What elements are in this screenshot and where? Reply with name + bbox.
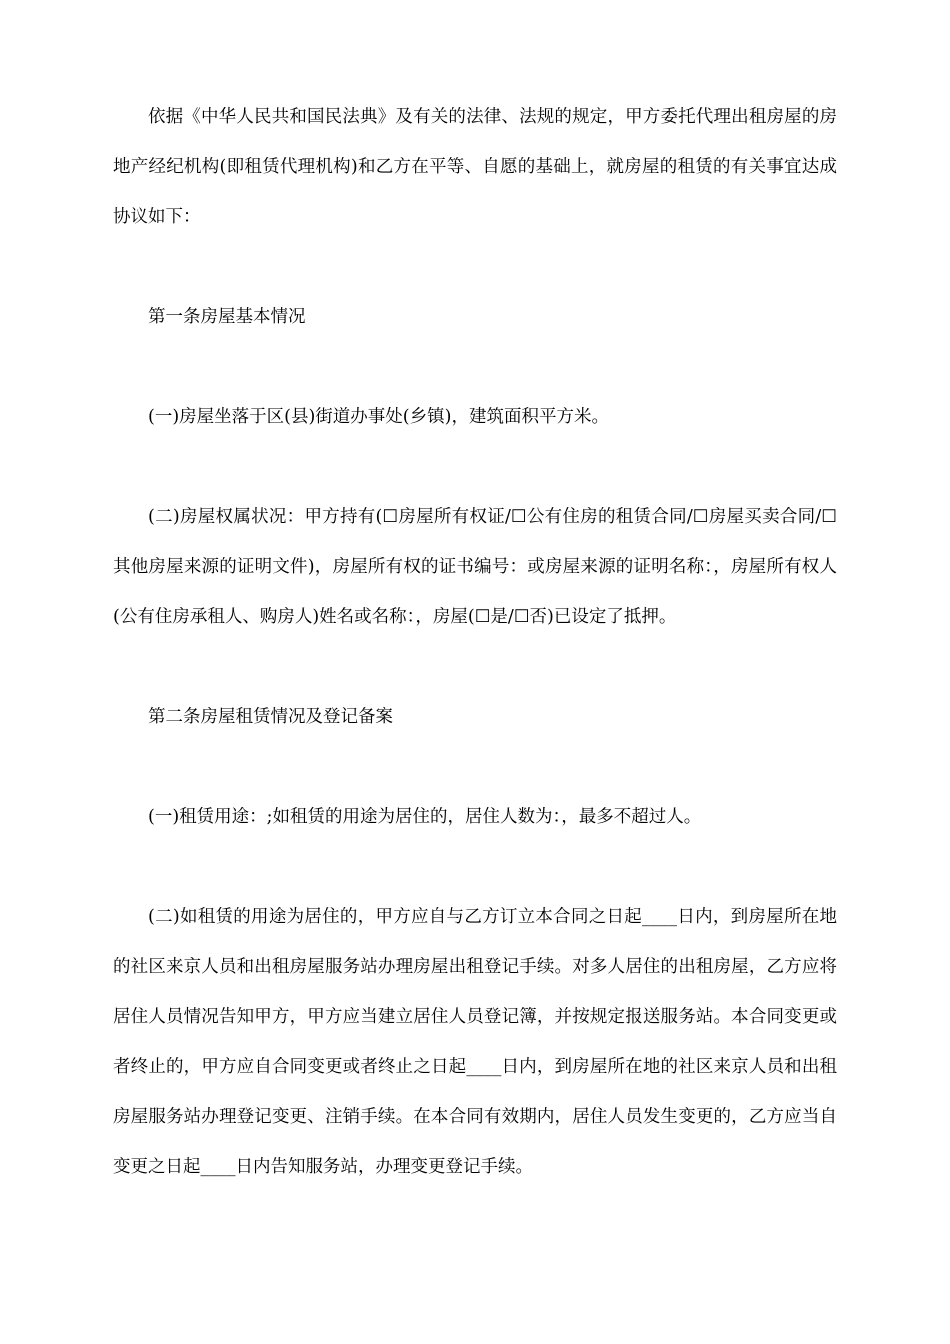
spacer [113, 742, 837, 792]
document-body [113, 92, 837, 1192]
intro-paragraph: 依据《中华人民共和国民法典》及有关的法律、法规的规定，甲方委托代理出租房屋的房地产经纪机构(即租赁代理机构)和乙方在平等、自愿的基础上，就房屋的租赁的有关事宜达成协议如下： [113, 107, 837, 227]
article-2-heading: 第二条房屋租赁情况及登记备案 [148, 707, 393, 727]
spacer [113, 842, 837, 892]
article-1-clause-2: (二)房屋权属状况：甲方持有(☐房屋所有权证/☐公有住房的租赁合同/☐房屋买卖合同/☐其他房屋来源的证明文件)，房屋所有权的证书编号：或房屋来源的证明名称：，房屋所有权人(公有住房承租人、购房人)姓名或名称：，房屋(☐是/☐否)已设定了抵押。 [113, 507, 837, 627]
article-2-clause-1: (一)租赁用途：;如租赁的用途为居住的，居住人数为：，最多不超过人。 [148, 807, 702, 827]
article-1-heading: 第一条房屋基本情况 [148, 307, 306, 327]
spacer [113, 642, 837, 692]
spacer [113, 442, 837, 492]
article-2-clause-2: (二)如租赁的用途为居住的，甲方应自与乙方订立本合同之日起____日内，到房屋所在地的社区来京人员和出租房屋服务站办理房屋出租登记手续。对多人居住的出租房屋，乙方应将居住人员情况告知甲方，甲方应当建立居住人员登记簿，并按规定报送服务站。本合同变更或者终止的，甲方应自合同变更或者终止之日起____日内，到房屋所在地的社区来京人员和出租房屋服务站办理登记变更、注销手续。在本合同有效期内，居住人员发生变更的，乙方应当自变更之日起____日内告知服务站，办理变更登记手续。 [113, 907, 837, 1177]
spacer [113, 242, 837, 292]
spacer [113, 342, 837, 392]
article-1-clause-1: (一)房屋坐落于区(县)街道办事处(乡镇)，建筑面积平方米。 [148, 407, 609, 427]
